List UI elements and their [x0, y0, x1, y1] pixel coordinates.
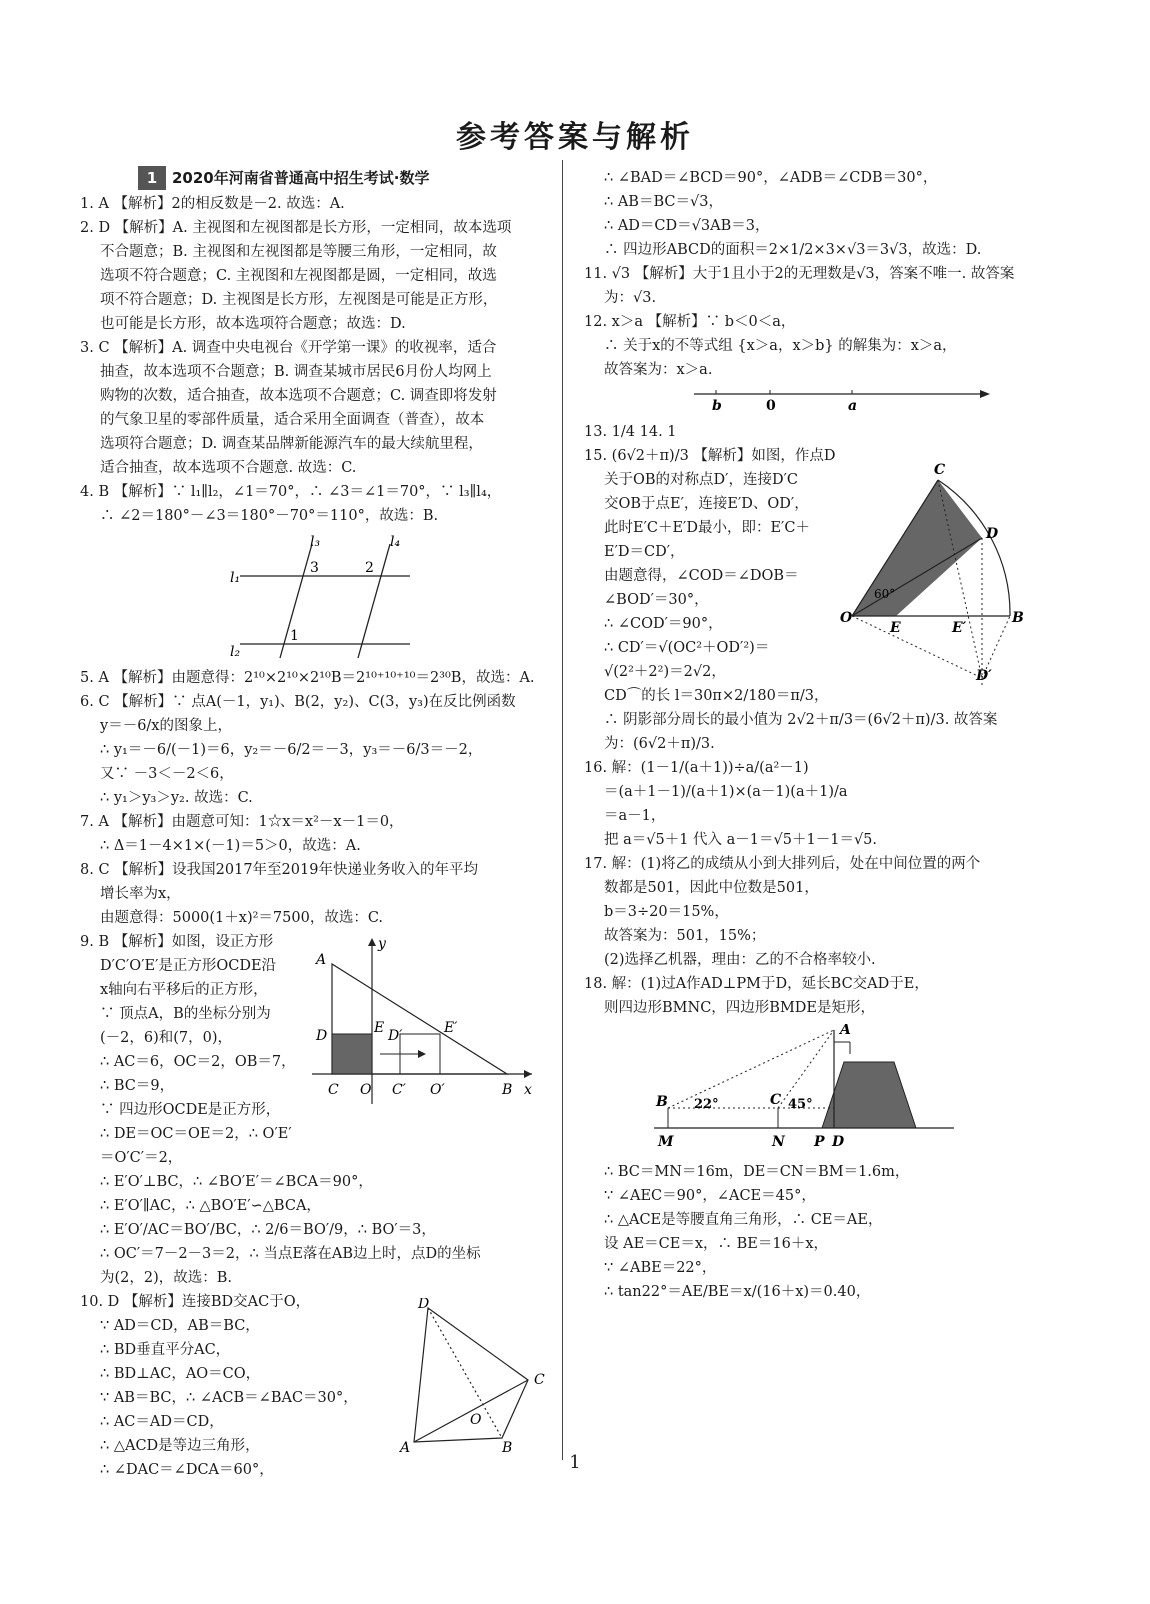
fig18-label: A: [840, 1024, 851, 1038]
answer-line: 数都是501，因此中位数是501，: [604, 880, 819, 896]
fig9-label: O′: [430, 1082, 445, 1098]
answer-line: 选项符合题意；D. 调查某品牌新能源汽车的最大续航里程，: [100, 436, 483, 452]
answer-line: ∴ OC′＝7－2－3＝2，∴ 当点E落在AB边上时，点D的坐标: [100, 1246, 481, 1262]
answer-line: 17. 解：(1)将乙的成绩从小到大排列后，处在中间位置的两个: [584, 856, 981, 872]
fig15-label: E: [890, 620, 901, 636]
fig18-label: N: [772, 1134, 785, 1150]
answer-line: ∵ AD＝CD，AB＝BC，: [100, 1318, 260, 1334]
fig9-label: D: [316, 1028, 328, 1044]
fig18-label: D: [832, 1134, 845, 1150]
fig4-label: 3: [310, 560, 319, 576]
fig15-label: C: [934, 462, 946, 478]
answer-line: 交OB于点E′，连接E′D、OD′，: [604, 496, 809, 512]
answer-line: 购物的次数，适合抽查，故本选项不合题意；C. 调查即将发射: [100, 388, 497, 404]
answer-line: ∴ DE＝OC＝OE＝2，∴ O′E′: [100, 1126, 292, 1142]
fig9-label: D′: [388, 1028, 403, 1044]
answer-line: ∴ 关于x的不等式组 {x＞a，x＞b} 的解集为：x＞a，: [604, 338, 957, 354]
answer-line: 抽查，故本选项不合题意；B. 调查某城市居民6月份人均网上: [100, 364, 492, 380]
answer-line: 故答案为：x＞a.: [604, 362, 713, 378]
answer-line: ∴ 阴影部分周长的最小值为 2√2＋π/3＝(6√2＋π)/3. 故答案: [604, 712, 998, 728]
answer-line: ∴ tan22°＝AE/BE＝x/(16＋x)＝0.40，: [604, 1284, 871, 1300]
answer-line: CD⌒的长 l＝30π×2/180＝π/3，: [604, 688, 829, 704]
answer-line: ∴ AC＝6，OC＝2，OB＝7，: [100, 1054, 296, 1070]
answer-line: 由题意得，∠COD＝∠DOB＝: [604, 568, 799, 584]
answer-line: ∴ E′O′⊥BC，∴ ∠BO′E′＝∠BCA＝90°，: [100, 1174, 373, 1190]
figure-q12-number-line: [694, 386, 994, 414]
answer-line: D′C′O′E′是正方形OCDE沿: [100, 958, 277, 974]
answer-line: 15. (6√2＋π)/3 【解析】如图，作点D: [584, 448, 836, 464]
answer-line: ＝(a＋1－1)/(a＋1)×(a－1)(a＋1)/a: [604, 784, 848, 800]
fig4-label: l₂: [230, 644, 241, 660]
fig18-label: C: [770, 1092, 782, 1108]
answer-line: ＝O′C′＝2，: [100, 1150, 183, 1166]
figure-q18-slope: [654, 1024, 954, 1154]
answer-line: 为：√3.: [604, 290, 657, 306]
page-title: 参考答案与解析: [456, 120, 694, 155]
section-title: 2020年河南省普通高中招生考试·数学: [172, 169, 430, 187]
fig9-label: x: [524, 1082, 532, 1098]
fig4-label: 2: [365, 560, 374, 576]
answer-line: ∴ E′O′∥AC，∴ △BO′E′∽△BCA，: [100, 1198, 321, 1214]
answer-line: ∴ E′O′/AC＝BO′/BC，∴ 2/6＝BO′/9，∴ BO′＝3，: [100, 1222, 436, 1238]
fig10-label: D: [418, 1298, 430, 1312]
answer-line: b＝3÷20＝15%，: [604, 904, 729, 920]
fig10-label: C: [534, 1372, 545, 1388]
right-column: [584, 166, 1044, 1304]
answer-line: 关于OB的对称点D′，连接D′C: [604, 472, 798, 488]
answer-line: 设 AE＝CE＝x，∴ BE＝16＋x，: [604, 1236, 828, 1252]
answer-line: ∴ AD＝CD＝√3AB＝3，: [604, 218, 770, 234]
answer-line: 为：(6√2＋π)/3.: [604, 736, 715, 752]
answer-line: ∴ BD⊥AC，AO＝CO，: [100, 1366, 261, 1382]
answer-line: 也可能是长方形，故本选项符合题意；故选：D.: [100, 316, 406, 332]
fig4-label: 1: [290, 628, 299, 644]
fig4-label: l₁: [230, 570, 241, 586]
answer-line: 项不符合题意；D. 主视图是长方形，左视图是可能是正方形，: [100, 292, 498, 308]
answer-line: 7. A 【解析】由题意可知：1☆x＝x²－x－1＝0，: [80, 814, 404, 830]
answer-line: ∴ ∠COD′＝90°，: [604, 616, 723, 632]
answer-line: ＝a－1，: [604, 808, 666, 824]
answer-line: 2. D 【解析】A. 主视图和左视图都是长方形，一定相同，故本选项: [80, 220, 512, 236]
answer-line: 由题意得：5000(1＋x)²＝7500，故选：C.: [100, 910, 384, 926]
column-divider: [562, 160, 563, 1460]
answer-line: 4. B 【解析】∵ l₁∥l₂，∠1＝70°，∴ ∠3＝∠1＝70°，∵ l₃∥l₄，: [80, 484, 502, 500]
answer-line: ∴ ∠DAC＝∠DCA＝60°，: [100, 1462, 274, 1478]
answer-line: 1. A 【解析】2的相反数是－2. 故选：A.: [80, 196, 345, 212]
answers-1-4: [80, 192, 550, 528]
page-number: 1: [569, 1452, 581, 1473]
answer-line: 选项不符合题意；C. 主视图和左视图都是圆，一定相同，故选: [100, 268, 497, 284]
answer-line: (2)选择乙机器，理由：乙的不合格率较小.: [604, 952, 876, 968]
numline-label: a: [848, 398, 858, 414]
fig18-label: 22°: [694, 1097, 719, 1112]
answers-5-8: [80, 666, 550, 930]
answer-line: ∴ Δ＝1－4×1×(－1)＝5＞0，故选：A.: [100, 838, 361, 854]
answer-line: 6. C 【解析】∵ 点A(－1，y₁)、B(2，y₂)、C(3，y₃)在反比例函数: [80, 694, 516, 710]
fig18-label: M: [658, 1134, 674, 1150]
answer-line: ∵ 顶点A，B的坐标分别为: [100, 1006, 271, 1022]
answer-line: ∴ y₁＝－6/(－1)＝6，y₂＝－6/2＝－3，y₃＝－6/3＝－2，: [100, 742, 483, 758]
answer-line: 适合抽查，故本选项不合题意. 故选：C.: [100, 460, 357, 476]
answer-line: 11. √3 【解析】大于1且小于2的无理数是√3，答案不唯一. 故答案: [584, 266, 1015, 282]
fig9-label: y: [378, 936, 386, 952]
figure-q10-quadrilateral: [398, 1298, 558, 1458]
answer-line: ∴ BC＝9，: [100, 1078, 175, 1094]
fig9-label: E′: [444, 1020, 458, 1036]
answer-line: ∴ 四边形ABCD的面积＝2×1/2×3×√3＝3√3，故选：D.: [604, 242, 982, 258]
fig18-label: P: [814, 1134, 825, 1150]
q13-18-block: [584, 420, 1044, 1020]
answer-line: ∴ △ACD是等边三角形，: [100, 1438, 260, 1454]
answer-line: 10. D 【解析】连接BD交AC于O，: [80, 1294, 311, 1310]
fig10-label: A: [400, 1440, 411, 1456]
answer-line: ∴ △ACE是等腰直角三角形，∴ CE＝AE，: [604, 1212, 883, 1228]
answer-line: ∠BOD′＝30°，: [604, 592, 709, 608]
numline-label: b: [712, 398, 722, 414]
fig9-label: O: [360, 1082, 372, 1098]
fig9-label: A: [316, 952, 327, 968]
answer-line: 9. B 【解析】如图，设正方形: [80, 934, 274, 950]
fig10-label: B: [502, 1440, 513, 1456]
left-column: [80, 166, 550, 1482]
fig4-label: l₄: [390, 534, 401, 550]
section-badge: 1: [138, 166, 166, 190]
answer-line: 13. 1/4 14. 1: [584, 424, 677, 440]
answer-line: ∵ 四边形OCDE是正方形，: [100, 1102, 281, 1118]
answer-line: y＝－6/x的图象上，: [100, 718, 232, 734]
answer-line: ∵ ∠AEC＝90°，∠ACE＝45°，: [604, 1188, 816, 1204]
answer-line: x轴向右平移后的正方形，: [100, 982, 268, 998]
fig9-label: C: [328, 1082, 339, 1098]
answer-line: 3. C 【解析】A. 调查中央电视台《开学第一课》的收视率，适合: [80, 340, 497, 356]
answer-line: 12. x＞a 【解析】∵ b＜0＜a，: [584, 314, 796, 330]
figure-q4-parallel-lines: [230, 532, 430, 660]
answer-line: (－2，6)和(7，0)，: [100, 1030, 233, 1046]
answer-line: ∴ CD′＝√(OC²＋OD′²)＝: [604, 640, 770, 656]
answer-line: ∴ ∠2＝180°－∠3＝180°－70°＝110°，故选：B.: [100, 508, 439, 524]
answer-line: 18. 解：(1)过A作AD⊥PM于D，延长BC交AD于E，: [584, 976, 929, 992]
section-heading: [138, 166, 550, 190]
answer-line: 把 a＝√5＋1 代入 a－1＝√5＋1－1＝√5.: [604, 832, 878, 848]
answer-line: 的气象卫星的零部件质量，适合采用全面调查（普查），故本: [100, 412, 485, 428]
fig15-label: D′: [976, 668, 992, 684]
answer-line: ∴ BD垂直平分AC，: [100, 1342, 231, 1358]
answer-line: ∴ ∠BAD＝∠BCD＝90°，∠ADB＝∠CDB＝30°，: [604, 170, 938, 186]
answer-line: 为(2，2)，故选：B.: [100, 1270, 233, 1286]
answer-line: 不合题意；B. 主视图和左视图都是等腰三角形，一定相同，故: [100, 244, 497, 260]
answer-line: ∵ AB＝BC，∴ ∠ACB＝∠BAC＝30°，: [100, 1390, 358, 1406]
fig18-label: 45°: [788, 1097, 813, 1112]
answer-line: 5. A 【解析】由题意得：2¹⁰×2¹⁰×2¹⁰B＝2¹⁰⁺¹⁰⁺¹⁰＝2³⁰B，故选：A.: [80, 670, 535, 686]
answer-line: E′D＝CD′，: [604, 544, 685, 560]
answer-line: ∵ ∠ABE＝22°，: [604, 1260, 717, 1276]
answer-line: ∴ AC＝AD＝CD，: [100, 1414, 224, 1430]
answer-line: ∴ BC＝MN＝16m，DE＝CN＝BM＝1.6m，: [604, 1164, 910, 1180]
fig9-label: B: [502, 1082, 513, 1098]
fig15-label: E′: [952, 620, 967, 636]
answer-line: 增长率为x，: [100, 886, 181, 902]
fig9-label: C′: [392, 1082, 406, 1098]
figure-q9-square-translation: [312, 934, 542, 1114]
answer-line: 16. 解：(1－1/(a＋1))÷a/(a²－1): [584, 760, 809, 776]
fig15-label: 60°: [874, 587, 896, 601]
answer-line: 则四边形BMNC，四边形BMDE是矩形，: [604, 1000, 875, 1016]
answer-line: √(2²＋2²)＝2√2，: [604, 664, 726, 680]
answer-line: 此时E′C＋E′D最小，即：E′C＋: [604, 520, 810, 536]
fig10-label: O: [470, 1412, 482, 1428]
answers-10-12: [584, 166, 1044, 382]
answer-line: ∴ AB＝BC＝√3，: [604, 194, 723, 210]
answer-line: ∴ y₁＞y₃＞y₂. 故选：C.: [100, 790, 253, 806]
q9-block: [80, 930, 550, 1482]
fig15-label: D: [986, 526, 999, 542]
answer-line: 8. C 【解析】设我国2017年至2019年快递业务收入的年平均: [80, 862, 478, 878]
numline-label: 0: [766, 398, 776, 414]
answer-line: 又∵ －3＜－2＜6，: [100, 766, 234, 782]
figure-q15-sector: [840, 456, 1030, 686]
fig4-label: l₃: [310, 534, 321, 550]
fig15-label: O: [840, 610, 853, 626]
fig18-label: B: [656, 1094, 668, 1110]
fig9-label: E: [374, 1020, 385, 1036]
fig15-label: B: [1012, 610, 1024, 626]
answers-18-cont: [584, 1160, 1044, 1304]
answer-line: 故答案为：501，15%；: [604, 928, 766, 944]
